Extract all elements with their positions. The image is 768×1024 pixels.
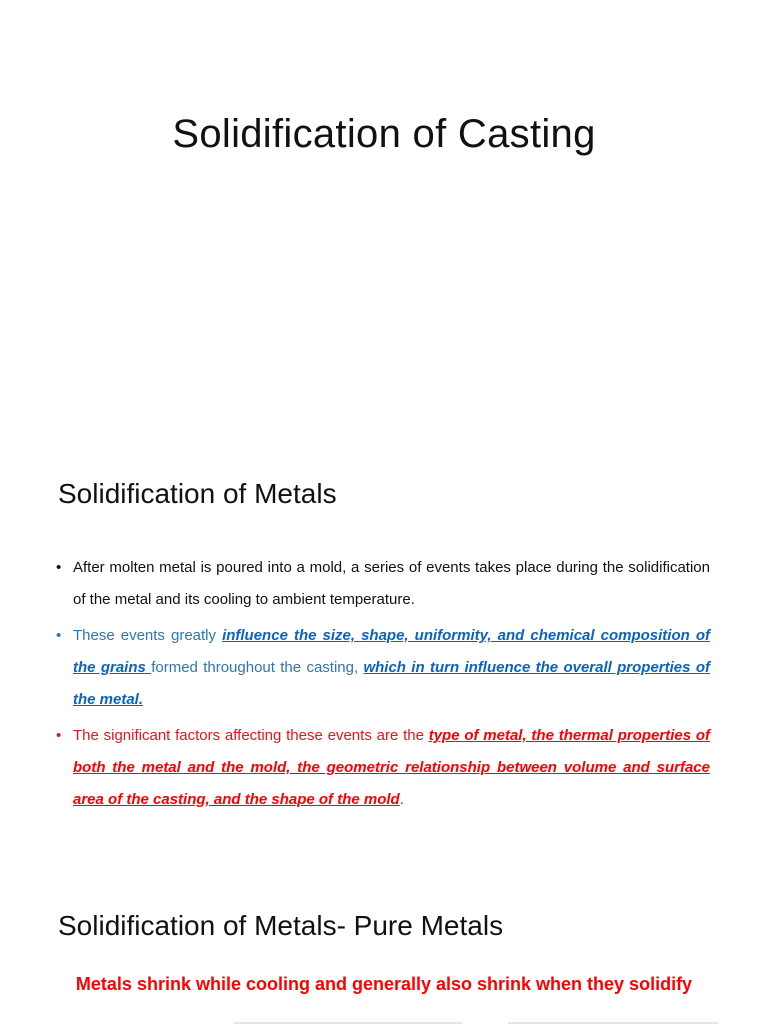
- slide-pure-metals: [0, 866, 768, 1024]
- bullet-3-emphasis-factors: type of metal, the thermal properties of both the metal and the mold, the geometric relationship between volume and surface area of the casting, and the shape of the mold: [73, 727, 710, 808]
- bullet-dot-icon: •: [56, 727, 62, 744]
- slide-3-subtitle: Metals shrink while cooling and generally also shrink when they solidify: [75, 974, 693, 994]
- bullet-2-text-start: These events greatly: [73, 627, 223, 644]
- slide-3-title: Solidification of Metals- Pure Metals: [58, 910, 504, 941]
- bullet-item-1: [56, 552, 710, 616]
- bullet-list: [56, 552, 710, 820]
- bullet-3-text-end: .: [399, 791, 404, 808]
- bullet-2-text-middle: formed throughout the casting,: [151, 659, 364, 676]
- bullet-2-emphasis-properties: which in turn influence the overall properties of the metal.: [73, 659, 710, 708]
- bullet-item-3: [56, 720, 710, 816]
- bullet-2-emphasis-grains: influence the size, shape, uniformity, and chemical composition of the grains: [73, 627, 710, 676]
- slide-2-title: Solidification of Metals: [58, 478, 337, 509]
- bullet-3-text-start: The significant factors affecting these events are the: [73, 727, 429, 744]
- bullet-dot-icon: •: [56, 559, 62, 576]
- bullet-dot-icon: •: [56, 627, 62, 644]
- bullet-1-text: After molten metal is poured into a mold, a series of events takes place during the solidification of the metal and its cooling to ambient temperature.: [73, 559, 710, 608]
- bullet-item-2: [56, 620, 710, 716]
- slide-title-page: [0, 0, 768, 430]
- slide-solidification-of-metals: [0, 432, 768, 862]
- slide-1-title: Solidification of Casting: [172, 112, 596, 156]
